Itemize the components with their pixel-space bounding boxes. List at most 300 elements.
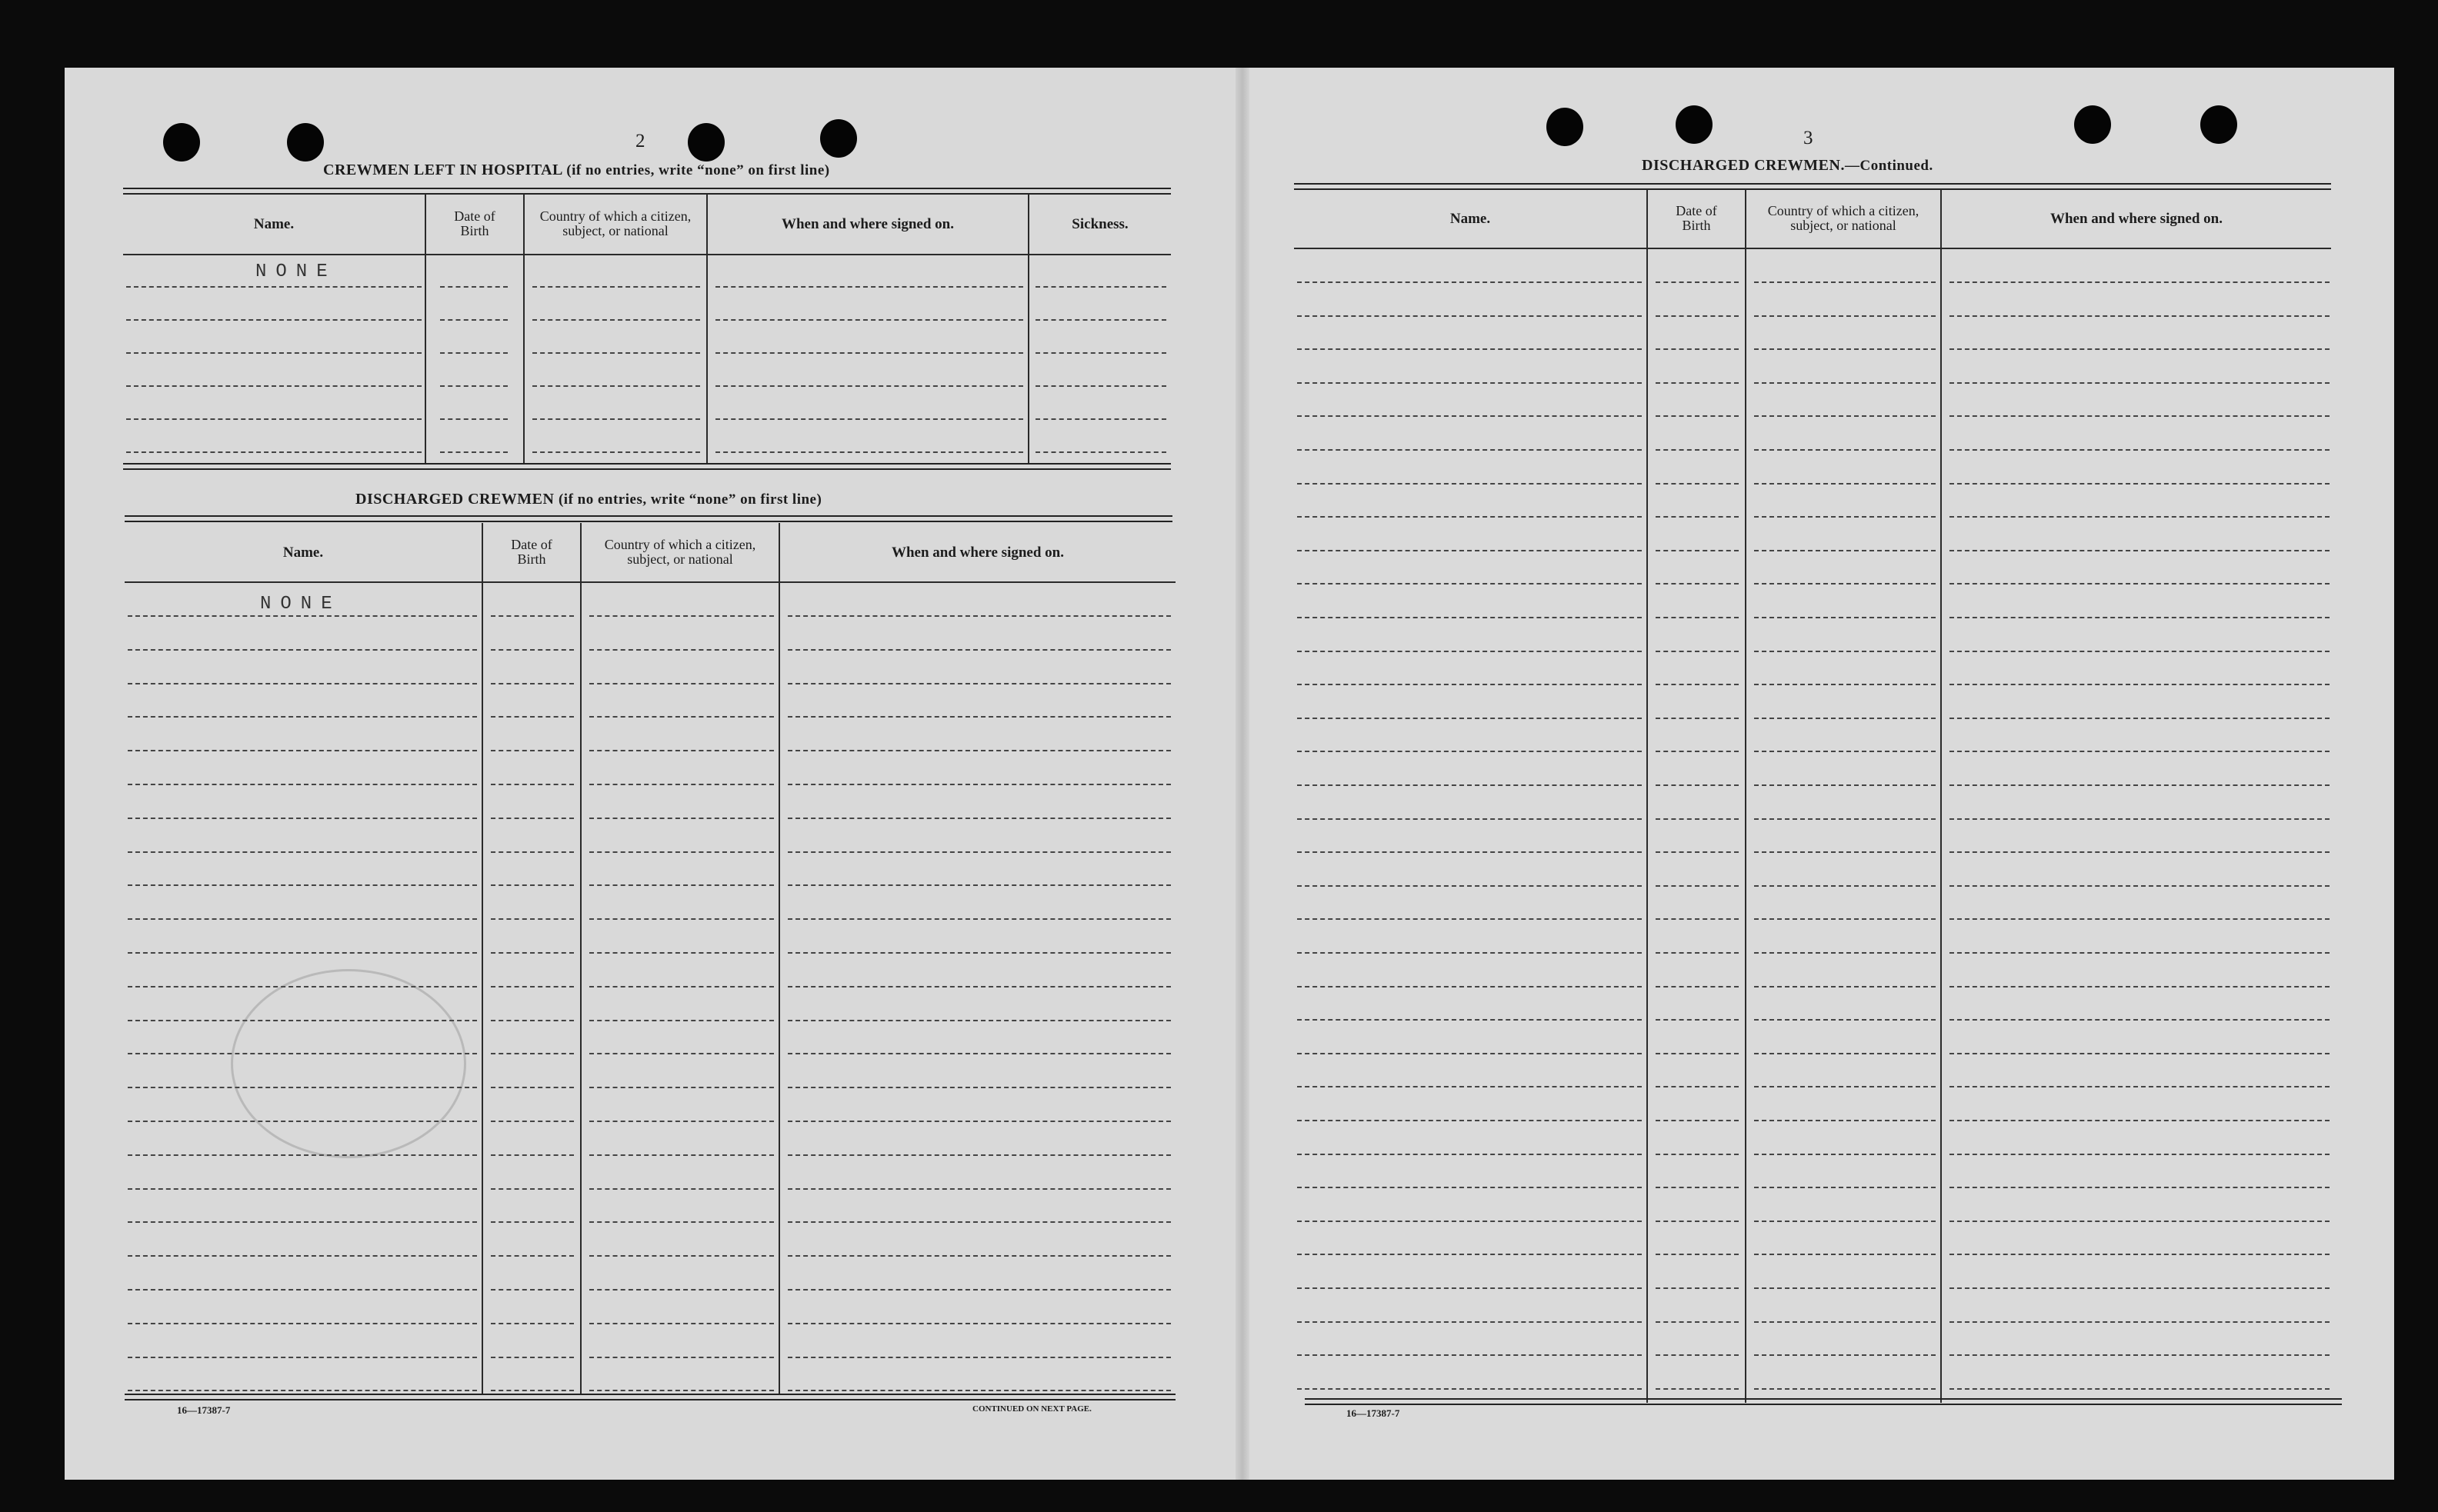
ruled-line: [1656, 348, 1739, 350]
right-title-suffix: —Continued.: [1844, 158, 1933, 174]
ruled-line: [1754, 1221, 1936, 1222]
punch-hole: [163, 123, 200, 162]
ruled-line: [715, 319, 1023, 321]
hospital-title-text: CREWMEN LEFT IN HOSPITAL: [323, 162, 562, 178]
ruled-line: [788, 851, 1171, 853]
ruled-line: [128, 1390, 477, 1391]
ruled-line: [788, 1255, 1171, 1257]
ruled-line: [788, 1053, 1171, 1054]
ruled-line: [1656, 382, 1739, 384]
ruled-line: [1754, 952, 1936, 954]
ruled-line: [1297, 885, 1642, 887]
ruled-line: [589, 1121, 774, 1122]
ruled-line: [1656, 1287, 1739, 1289]
ruled-line: [491, 1390, 574, 1391]
ruled-line: [1297, 851, 1642, 853]
ruled-line: [128, 1289, 477, 1291]
ruled-line: [788, 918, 1171, 920]
ruled-line: [1297, 1120, 1642, 1121]
page-fold: [1236, 68, 1249, 1480]
ruled-line: [1949, 315, 2330, 317]
ruled-line: [491, 918, 574, 920]
ruled-line: [491, 615, 574, 617]
ruled-line: [1949, 1019, 2330, 1021]
header-underline: [123, 254, 1171, 255]
column-divider: [779, 523, 780, 1395]
ruled-line: [532, 418, 700, 420]
ruled-line: [1754, 1321, 1936, 1323]
ruled-line: [1656, 751, 1739, 752]
ruled-line: [1036, 286, 1166, 288]
ruled-line: [1297, 1187, 1642, 1188]
page-number-right: 3: [1803, 128, 1813, 148]
ruled-line: [1656, 1321, 1739, 1323]
discharged-section-title: [355, 491, 822, 508]
ruled-line: [1949, 1354, 2330, 1356]
ruled-line: [491, 1357, 574, 1358]
hospital-none-entry: NONE: [255, 261, 337, 282]
ruled-line: [440, 418, 508, 420]
column-divider: [523, 194, 525, 463]
ruled-line: [589, 615, 774, 617]
ruled-line: [1656, 583, 1739, 584]
ruled-line: [788, 1221, 1171, 1223]
ruled-line: [128, 818, 477, 819]
ruled-line: [128, 615, 477, 617]
ruled-line: [1656, 1086, 1739, 1087]
ruled-line: [1656, 315, 1739, 317]
ruled-line: [1949, 1321, 2330, 1323]
ruled-line: [440, 352, 508, 354]
ruled-line: [491, 784, 574, 785]
ruled-line: [1949, 1221, 2330, 1222]
ruled-line: [1297, 684, 1642, 685]
ruled-line: [1297, 281, 1642, 283]
ruled-line: [1949, 1086, 2330, 1087]
ruled-line: [1949, 449, 2330, 451]
ruled-line: [1036, 352, 1166, 354]
ruled-line: [589, 1289, 774, 1291]
col-header-name: Name.: [282, 544, 324, 561]
punch-hole: [2200, 105, 2237, 144]
ruled-line: [1949, 281, 2330, 283]
discharged-none-entry: NONE: [260, 594, 342, 614]
ruled-line: [1656, 1221, 1739, 1222]
ruled-line: [491, 952, 574, 954]
ruled-line: [715, 418, 1023, 420]
ruled-line: [1754, 1287, 1936, 1289]
ruled-line: [1297, 617, 1642, 618]
header-underline: [1294, 248, 2331, 249]
ruled-line: [1297, 550, 1642, 551]
ruled-line: [788, 1087, 1171, 1088]
ruled-line: [788, 1323, 1171, 1324]
ruled-line: [126, 319, 422, 321]
col-header-sickness: Sickness.: [1072, 215, 1129, 232]
ruled-line: [1656, 684, 1739, 685]
ruled-line: [1297, 1354, 1642, 1356]
ruled-line: [788, 649, 1171, 651]
ruled-line: [1297, 449, 1642, 451]
header-underline: [125, 581, 1176, 583]
ruled-line: [1297, 751, 1642, 752]
ruled-line: [1297, 1287, 1642, 1289]
ruled-line: [491, 750, 574, 751]
ruled-line: [1656, 651, 1739, 652]
ruled-line: [1754, 315, 1936, 317]
right-title-text: DISCHARGED CREWMEN.: [1642, 157, 1845, 174]
ruled-line: [1656, 1388, 1739, 1390]
ruled-line: [128, 1255, 477, 1257]
ruled-line: [1754, 751, 1936, 752]
ruled-line: [1297, 818, 1642, 820]
ruled-line: [1754, 415, 1936, 417]
ruled-line: [589, 1053, 774, 1054]
ruled-line: [1754, 382, 1936, 384]
ruled-line: [715, 352, 1023, 354]
ruled-line: [788, 716, 1171, 718]
ruled-line: [715, 385, 1023, 387]
ruled-line: [1656, 1154, 1739, 1155]
ruled-line: [1656, 718, 1739, 719]
ruled-line: [491, 1020, 574, 1021]
ruled-line: [788, 1289, 1171, 1291]
ruled-line: [1297, 1086, 1642, 1087]
ruled-line: [126, 352, 422, 354]
ruled-line: [589, 1221, 774, 1223]
ruled-line: [1949, 1287, 2330, 1289]
ruled-line: [1949, 885, 2330, 887]
ruled-line: [491, 1121, 574, 1122]
ruled-line: [788, 1357, 1171, 1358]
ruled-line: [589, 1087, 774, 1088]
col-header-signed-on: When and where signed on.: [781, 215, 954, 232]
ruled-line: [1754, 281, 1936, 283]
ruled-line: [532, 319, 700, 321]
ruled-line: [589, 851, 774, 853]
ruled-line: [788, 1121, 1171, 1122]
form-number-left: 16—17387-7: [177, 1404, 231, 1416]
ruled-line: [1297, 583, 1642, 584]
col-header-country: Country of which a citizen, subject, or national: [1767, 203, 1919, 233]
ruled-line: [1297, 348, 1642, 350]
hospital-section-title: [323, 162, 830, 179]
ruled-line: [1754, 1053, 1936, 1054]
ruled-line: [1754, 348, 1936, 350]
column-divider: [1745, 189, 1746, 1403]
discharged-bottom-rule: [125, 1394, 1176, 1400]
ruled-line: [1297, 1254, 1642, 1255]
ruled-line: [1297, 918, 1642, 920]
ruled-line: [491, 1087, 574, 1088]
ruled-line: [126, 385, 422, 387]
ruled-line: [788, 986, 1171, 987]
ruled-line: [1754, 550, 1936, 551]
ruled-line: [1297, 1053, 1642, 1054]
punch-hole: [820, 119, 857, 158]
ruled-line: [1754, 1187, 1936, 1188]
ruled-line: [1754, 986, 1936, 987]
ruled-line: [589, 750, 774, 751]
page-number-left: 2: [635, 131, 645, 152]
punch-hole: [287, 123, 324, 162]
ruled-line: [788, 615, 1171, 617]
continued-note: CONTINUED ON NEXT PAGE.: [972, 1404, 1092, 1414]
ruled-line: [1949, 1187, 2330, 1188]
ruled-line: [1949, 1388, 2330, 1390]
ruled-line: [1656, 550, 1739, 551]
ruled-line: [1754, 918, 1936, 920]
ruled-line: [1297, 784, 1642, 786]
ruled-line: [1297, 483, 1642, 485]
column-divider: [1940, 189, 1942, 1403]
ruled-line: [1754, 1120, 1936, 1121]
ruled-line: [1297, 1154, 1642, 1155]
ruled-line: [589, 683, 774, 684]
ruled-line: [1949, 751, 2330, 752]
ruled-line: [1754, 718, 1936, 719]
ruled-line: [1949, 382, 2330, 384]
ruled-line: [128, 750, 477, 751]
ruled-line: [1754, 449, 1936, 451]
ruled-line: [491, 1188, 574, 1190]
ruled-line: [1656, 1019, 1739, 1021]
ruled-line: [491, 986, 574, 987]
ruled-line: [589, 1323, 774, 1324]
ruled-line: [128, 683, 477, 684]
ruled-line: [1754, 1388, 1936, 1390]
punch-hole: [1676, 105, 1713, 144]
ruled-line: [1297, 1321, 1642, 1323]
ruled-line: [1754, 885, 1936, 887]
ruled-line: [1754, 1019, 1936, 1021]
ruled-line: [589, 1255, 774, 1257]
discharged-table: [125, 523, 1176, 1395]
ruled-line: [440, 385, 508, 387]
ruled-line: [1754, 784, 1936, 786]
right-bottom-rule: [1305, 1398, 2342, 1405]
ruled-line: [715, 451, 1023, 453]
col-header-country: Country of which a citizen, subject, or national: [604, 537, 756, 567]
ruled-line: [788, 1154, 1171, 1156]
column-divider: [580, 523, 582, 1395]
ruled-line: [126, 418, 422, 420]
ruled-line: [788, 1390, 1171, 1391]
ruled-line: [1297, 516, 1642, 518]
ruled-line: [491, 1255, 574, 1257]
ruled-line: [1949, 516, 2330, 518]
ruled-line: [589, 884, 774, 886]
ruled-line: [1297, 986, 1642, 987]
ruled-line: [589, 1020, 774, 1021]
ruled-line: [1036, 319, 1166, 321]
column-divider: [1646, 189, 1648, 1403]
ruled-line: [128, 884, 477, 886]
column-divider: [1028, 194, 1029, 463]
ruled-line: [788, 750, 1171, 751]
ruled-line: [128, 784, 477, 785]
ruled-line: [532, 352, 700, 354]
ruled-line: [1949, 918, 2330, 920]
ruled-line: [440, 319, 508, 321]
ruled-line: [1949, 1254, 2330, 1255]
ruled-line: [788, 1020, 1171, 1021]
ruled-line: [491, 851, 574, 853]
ruled-line: [532, 451, 700, 453]
ruled-line: [1656, 1354, 1739, 1356]
ruled-line: [128, 851, 477, 853]
ruled-line: [589, 818, 774, 819]
ruled-line: [1754, 483, 1936, 485]
punch-hole: [1546, 108, 1583, 146]
ruled-line: [1656, 449, 1739, 451]
hospital-instruction: (if no entries, write “none” on first line): [566, 162, 830, 178]
ruled-line: [532, 286, 700, 288]
ruled-line: [1297, 1221, 1642, 1222]
column-divider: [425, 194, 426, 463]
col-header-date-of-birth: Date of Birth: [454, 208, 495, 238]
ruled-line: [491, 683, 574, 684]
ruled-line: [1754, 617, 1936, 618]
hospital-bottom-rule: [123, 463, 1171, 470]
ruled-line: [1297, 315, 1642, 317]
ruled-line: [1656, 1120, 1739, 1121]
ruled-line: [1656, 885, 1739, 887]
ruled-line: [128, 1188, 477, 1190]
ruled-line: [1036, 385, 1166, 387]
ruled-line: [1949, 1053, 2330, 1054]
ruled-line: [1656, 281, 1739, 283]
ruled-line: [1656, 1254, 1739, 1255]
ruled-line: [589, 986, 774, 987]
ruled-line: [1949, 784, 2330, 786]
ruled-line: [1656, 1053, 1739, 1054]
ruled-line: [788, 818, 1171, 819]
ruled-line: [788, 1188, 1171, 1190]
ruled-line: [1036, 451, 1166, 453]
ruled-line: [1949, 851, 2330, 853]
punch-hole: [688, 123, 725, 162]
ruled-line: [1949, 583, 2330, 584]
ruled-line: [1949, 1154, 2330, 1155]
ruled-line: [1754, 1154, 1936, 1155]
ruled-line: [1949, 986, 2330, 987]
right-section-title: [1642, 157, 1933, 175]
col-header-signed-on: When and where signed on.: [891, 544, 1064, 561]
ruled-line: [491, 1323, 574, 1324]
ruled-line: [1656, 784, 1739, 786]
col-header-date-of-birth: Date of Birth: [1676, 203, 1717, 233]
ruled-line: [589, 784, 774, 785]
ruled-line: [491, 818, 574, 819]
ruled-line: [1656, 415, 1739, 417]
ruled-line: [1297, 952, 1642, 954]
ruled-line: [1656, 483, 1739, 485]
col-header-signed-on: When and where signed on.: [2049, 210, 2223, 227]
ruled-line: [1949, 415, 2330, 417]
ruled-line: [788, 884, 1171, 886]
ruled-line: [1656, 851, 1739, 853]
ruled-line: [1656, 918, 1739, 920]
ruled-line: [1754, 1354, 1936, 1356]
ruled-line: [1297, 382, 1642, 384]
column-divider: [482, 523, 483, 1395]
ruled-line: [1754, 851, 1936, 853]
ruled-line: [589, 716, 774, 718]
ruled-line: [1754, 516, 1936, 518]
faded-stamp: [231, 969, 466, 1158]
ruled-line: [788, 952, 1171, 954]
ruled-line: [1656, 1187, 1739, 1188]
ruled-line: [1949, 550, 2330, 551]
ruled-line: [1297, 718, 1642, 719]
ruled-line: [128, 1357, 477, 1358]
ruled-line: [491, 1289, 574, 1291]
discharged-title-text: DISCHARGED CREWMEN: [355, 491, 555, 508]
column-divider: [706, 194, 708, 463]
ruled-line: [1949, 952, 2330, 954]
ruled-line: [1949, 651, 2330, 652]
ruled-line: [1754, 818, 1936, 820]
ruled-line: [1949, 617, 2330, 618]
discharged-continued-table: [1294, 189, 2340, 1403]
ruled-line: [440, 451, 508, 453]
col-header-date-of-birth: Date of Birth: [511, 537, 552, 567]
ruled-line: [1949, 684, 2330, 685]
ruled-line: [491, 1053, 574, 1054]
ruled-line: [491, 1221, 574, 1223]
ruled-line: [589, 1390, 774, 1391]
ruled-line: [1656, 617, 1739, 618]
col-header-name: Name.: [1449, 210, 1491, 227]
ruled-line: [1949, 483, 2330, 485]
ruled-line: [1754, 583, 1936, 584]
ruled-line: [128, 716, 477, 718]
ruled-line: [440, 286, 508, 288]
ruled-line: [589, 952, 774, 954]
ruled-line: [1949, 818, 2330, 820]
ruled-line: [1297, 1019, 1642, 1021]
ruled-line: [1949, 348, 2330, 350]
form-number-right: 16—17387-7: [1346, 1407, 1400, 1419]
ruled-line: [128, 1221, 477, 1223]
ruled-line: [1656, 986, 1739, 987]
col-header-name: Name.: [253, 215, 295, 232]
ruled-line: [1754, 684, 1936, 685]
ruled-line: [128, 1323, 477, 1324]
ruled-line: [1656, 818, 1739, 820]
ruled-line: [1656, 952, 1739, 954]
ruled-line: [1297, 1388, 1642, 1390]
ruled-line: [128, 1154, 477, 1156]
ruled-line: [589, 1154, 774, 1156]
ruled-line: [788, 683, 1171, 684]
ruled-line: [589, 918, 774, 920]
ruled-line: [491, 716, 574, 718]
ruled-line: [1297, 415, 1642, 417]
hospital-table: [123, 194, 1171, 463]
ruled-line: [1754, 651, 1936, 652]
ruled-line: [1036, 418, 1166, 420]
ruled-line: [1949, 1120, 2330, 1121]
ruled-line: [589, 649, 774, 651]
punch-hole: [2074, 105, 2111, 144]
ruled-line: [1949, 718, 2330, 719]
ruled-line: [491, 884, 574, 886]
discharged-top-rule: [125, 515, 1172, 522]
ruled-line: [532, 385, 700, 387]
discharged-instruction: (if no entries, write “none” on first line): [558, 491, 822, 508]
